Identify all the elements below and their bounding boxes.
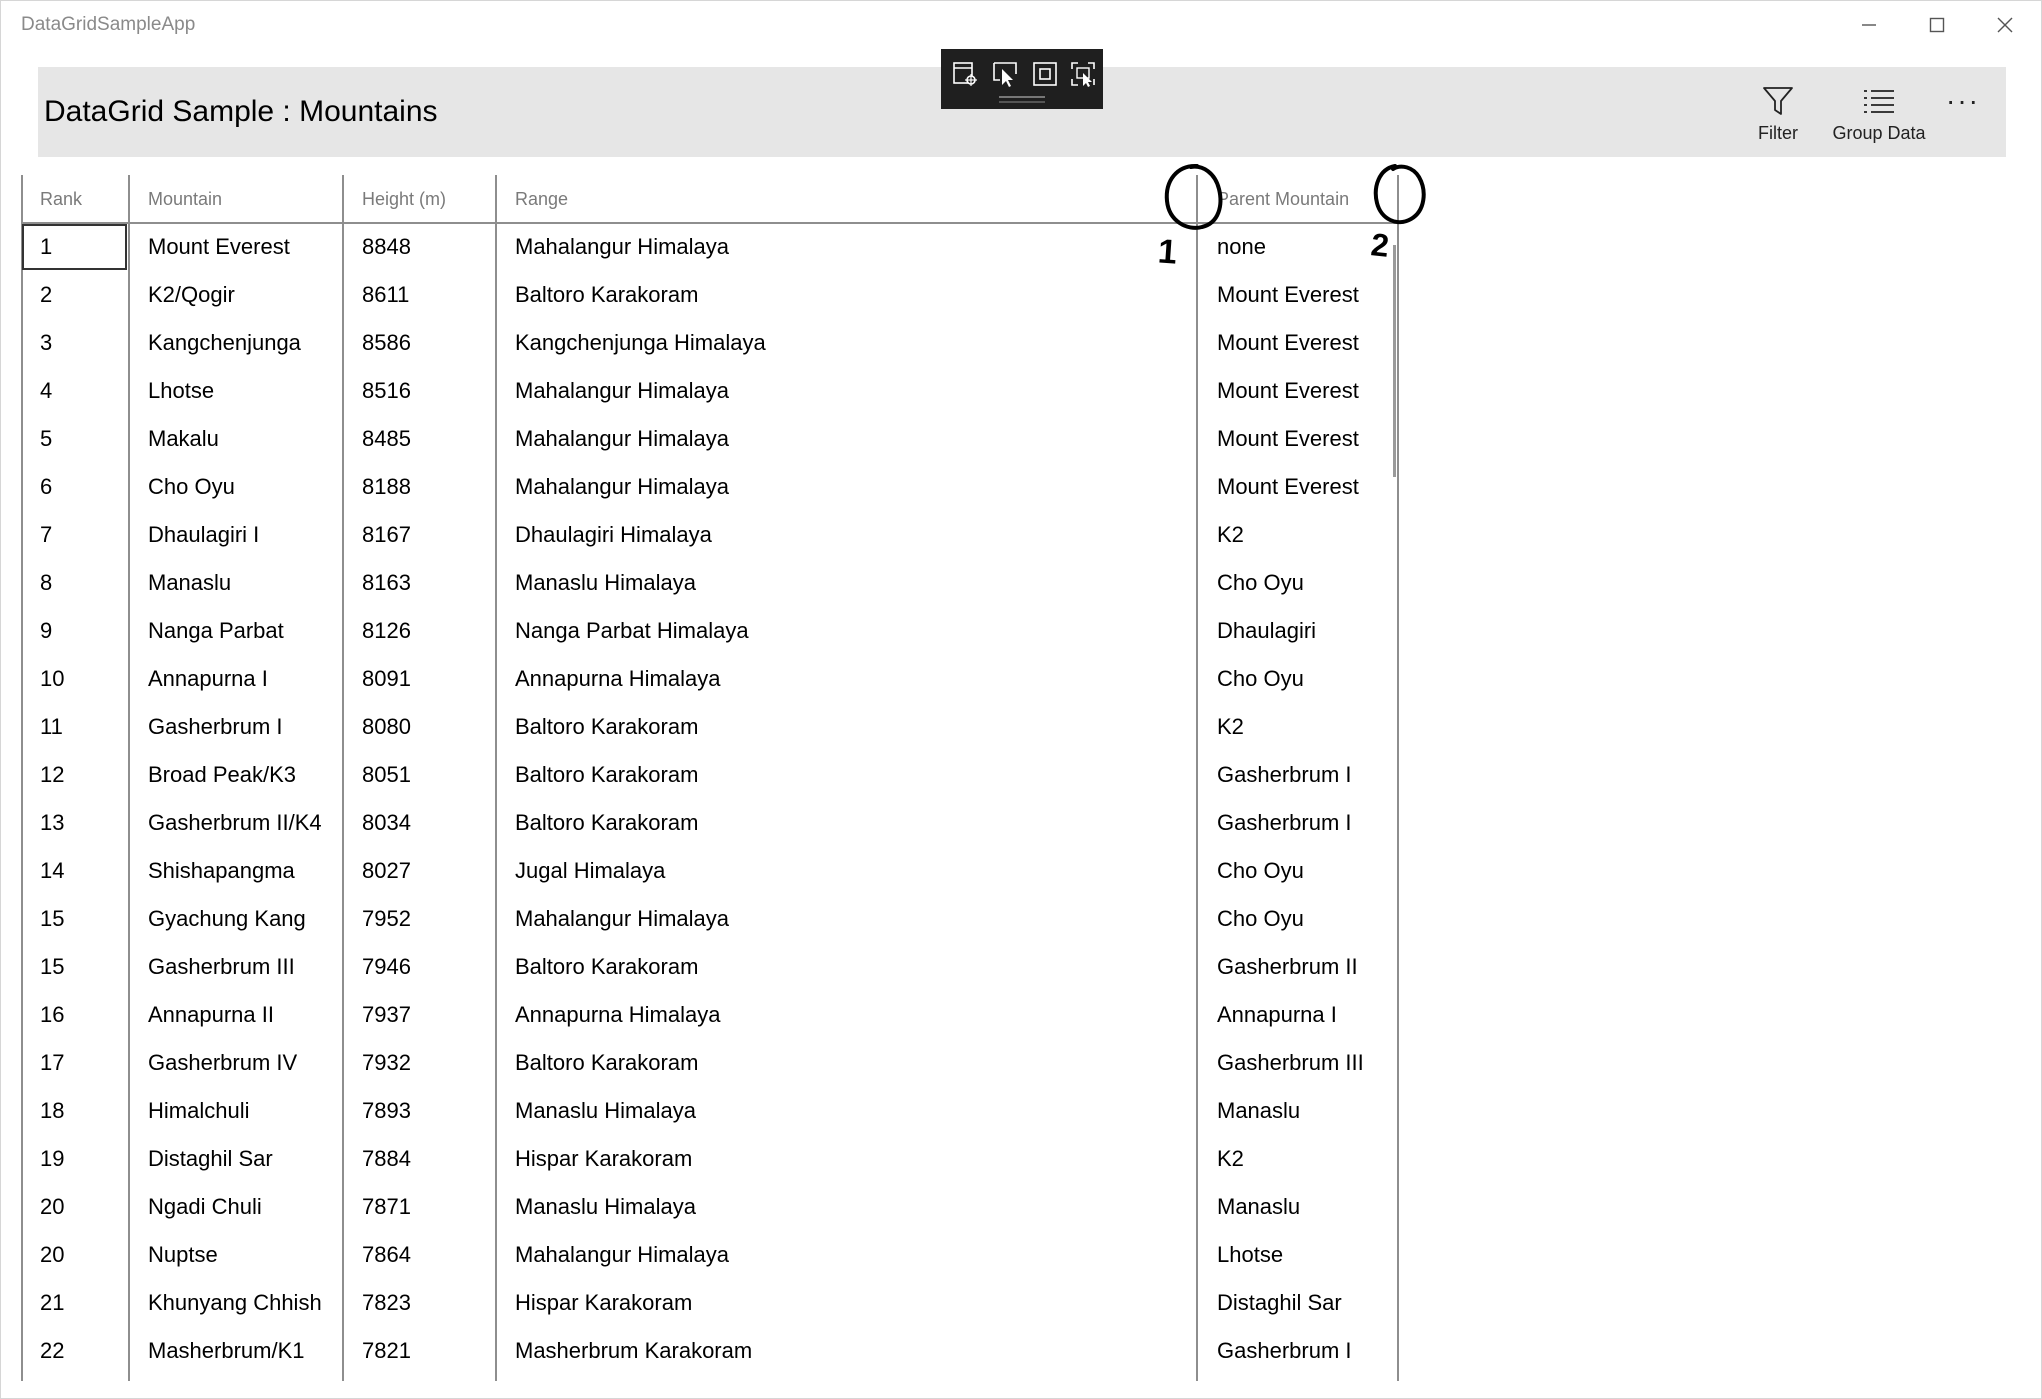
cell-range[interactable]: Hispar Karakoram xyxy=(515,1290,693,1315)
cell-parent-mountain[interactable]: Gasherbrum II xyxy=(1217,954,1358,979)
cell-range[interactable]: Baltoro Karakoram xyxy=(515,954,699,979)
cell-rank[interactable]: 14 xyxy=(40,858,65,883)
cell-height[interactable]: 8611 xyxy=(362,282,410,307)
cell-range[interactable]: Annapurna Himalaya xyxy=(515,666,721,691)
cell-range[interactable]: Manaslu Himalaya xyxy=(515,1194,696,1219)
track-focus-icon xyxy=(1069,60,1097,88)
cell-range[interactable]: Mahalangur Himalaya xyxy=(515,906,729,931)
cell-rank[interactable]: 22 xyxy=(40,1338,65,1363)
table-row[interactable] xyxy=(21,607,1399,655)
group-data-label: Group Data xyxy=(1832,123,1926,143)
cell-range[interactable]: Jugal Himalaya xyxy=(515,858,666,883)
cell-rank[interactable]: 15 xyxy=(40,906,65,931)
table-row[interactable] xyxy=(21,463,1399,511)
cell-parent-mountain[interactable]: Manaslu xyxy=(1217,1098,1301,1123)
cell-rank[interactable]: 11 xyxy=(40,714,63,739)
cell-parent-mountain[interactable]: Mount Everest xyxy=(1217,282,1359,307)
cell-rank[interactable]: 4 xyxy=(40,378,53,403)
cell-rank[interactable]: 13 xyxy=(40,810,65,835)
table-row[interactable] xyxy=(21,943,1399,991)
cell-range[interactable]: Mahalangur Himalaya xyxy=(515,378,729,403)
table-row[interactable] xyxy=(21,1279,1399,1327)
table-row[interactable] xyxy=(21,1231,1399,1279)
cell-mountain[interactable]: Nanga Parbat xyxy=(148,618,284,643)
list-icon xyxy=(1862,85,1896,117)
table-row[interactable] xyxy=(21,895,1399,943)
cell-parent-mountain[interactable]: K2 xyxy=(1217,714,1244,739)
column-header-height[interactable]: Height (m) xyxy=(362,189,447,209)
more-options-button[interactable]: ··· xyxy=(1946,85,1980,116)
table-row[interactable] xyxy=(21,1135,1399,1183)
cell-parent-mountain[interactable]: Distaghil Sar xyxy=(1217,1290,1342,1315)
live-visual-tree-button[interactable] xyxy=(948,59,982,89)
cell-parent-mountain[interactable]: none xyxy=(1217,234,1266,259)
data-grid[interactable] xyxy=(21,175,1399,1381)
cell-height[interactable]: 7864 xyxy=(362,1242,411,1267)
column-header-mountain[interactable]: Mountain xyxy=(148,189,223,209)
cell-range[interactable]: Dhaulagiri Himalaya xyxy=(515,522,712,547)
cell-parent-mountain[interactable]: Mount Everest xyxy=(1217,426,1359,451)
filter-button[interactable] xyxy=(1747,85,1809,149)
layout-adorner-icon xyxy=(1031,60,1059,88)
cell-range[interactable]: Manaslu Himalaya xyxy=(515,1098,696,1123)
cell-range[interactable]: Manaslu Himalaya xyxy=(515,570,696,595)
cell-mountain[interactable]: Mount Everest xyxy=(148,234,290,259)
cell-rank[interactable]: 1 xyxy=(21,223,128,271)
filter-label: Filter xyxy=(1758,123,1798,143)
cell-height[interactable]: 7937 xyxy=(362,1002,411,1027)
minimize-button[interactable] xyxy=(1839,1,1899,49)
cell-height[interactable]: 8091 xyxy=(362,666,411,691)
table-row[interactable] xyxy=(21,799,1399,847)
cell-height[interactable]: 7932 xyxy=(362,1050,411,1075)
table-row[interactable] xyxy=(21,1087,1399,1135)
cell-mountain[interactable]: Gasherbrum III xyxy=(148,954,295,979)
cell-mountain[interactable]: Dhaulagiri I xyxy=(148,522,260,547)
cell-mountain[interactable]: Ngadi Chuli xyxy=(148,1194,262,1219)
table-row[interactable] xyxy=(21,319,1399,367)
cell-height[interactable]: 8516 xyxy=(362,378,411,403)
page-title: DataGrid Sample : Mountains xyxy=(44,95,438,128)
cell-mountain[interactable]: Cho Oyu xyxy=(148,474,235,499)
cell-rank[interactable]: 16 xyxy=(40,1002,65,1027)
cell-rank[interactable]: 8 xyxy=(40,570,53,595)
maximize-button[interactable] xyxy=(1907,1,1967,49)
maximize-icon xyxy=(1927,15,1947,35)
table-row[interactable] xyxy=(21,655,1399,703)
cell-rank[interactable]: 21 xyxy=(40,1290,65,1315)
cell-parent-mountain[interactable]: Gasherbrum III xyxy=(1217,1050,1364,1075)
table-row[interactable] xyxy=(21,751,1399,799)
cell-rank[interactable]: 7 xyxy=(40,522,53,547)
cell-parent-mountain[interactable]: K2 xyxy=(1217,1146,1244,1171)
table-row[interactable] xyxy=(21,559,1399,607)
table-row[interactable] xyxy=(21,367,1399,415)
cell-mountain[interactable]: Kangchenjunga xyxy=(148,330,301,355)
cell-height[interactable]: 8126 xyxy=(362,618,411,643)
cell-mountain[interactable]: Annapurna II xyxy=(148,1002,274,1027)
select-element-button[interactable] xyxy=(988,59,1022,89)
cell-mountain[interactable]: Annapurna I xyxy=(148,666,268,691)
minimize-icon xyxy=(1859,15,1879,35)
cell-rank[interactable]: 10 xyxy=(40,666,65,691)
vertical-scrollbar[interactable] xyxy=(1393,245,1396,477)
table-row[interactable] xyxy=(21,223,1399,271)
column-header-parent-mountain[interactable]: Parent Mountain xyxy=(1217,189,1350,209)
cell-height[interactable]: 8163 xyxy=(362,570,411,595)
cell-parent-mountain[interactable]: Cho Oyu xyxy=(1217,666,1304,691)
cell-range[interactable]: Kangchenjunga Himalaya xyxy=(515,330,766,355)
cell-height[interactable]: 7952 xyxy=(362,906,411,931)
cell-parent-mountain[interactable]: Cho Oyu xyxy=(1217,906,1304,931)
cell-mountain[interactable]: K2/Qogir xyxy=(148,282,235,307)
cell-parent-mountain[interactable]: Gasherbrum I xyxy=(1217,762,1352,787)
cell-range[interactable]: Baltoro Karakoram xyxy=(515,762,699,787)
debug-toolbar xyxy=(941,49,1103,109)
cell-height[interactable]: 8188 xyxy=(362,474,411,499)
cell-parent-mountain[interactable]: K2 xyxy=(1217,522,1244,547)
cell-mountain[interactable]: Distaghil Sar xyxy=(148,1146,273,1171)
cell-parent-mountain[interactable]: Mount Everest xyxy=(1217,378,1359,403)
select-element-icon xyxy=(991,60,1019,88)
cell-range[interactable]: Mahalangur Himalaya xyxy=(515,474,729,499)
cell-mountain[interactable]: Gasherbrum I xyxy=(148,714,283,739)
cell-parent-mountain[interactable]: Manaslu xyxy=(1217,1194,1301,1219)
cell-parent-mountain[interactable]: Cho Oyu xyxy=(1217,858,1304,883)
display-layout-adorners-button[interactable] xyxy=(1028,59,1062,89)
grid-rows xyxy=(21,223,1399,1375)
cell-parent-mountain[interactable]: Lhotse xyxy=(1217,1242,1284,1267)
cell-range[interactable]: Mahalangur Himalaya xyxy=(515,426,729,451)
table-row[interactable] xyxy=(21,847,1399,895)
close-icon xyxy=(1995,15,2015,35)
cell-parent-mountain[interactable]: Gasherbrum I xyxy=(1217,1338,1352,1363)
cell-rank[interactable]: 2 xyxy=(40,282,53,307)
cell-height[interactable]: 8080 xyxy=(362,714,411,739)
cell-rank[interactable]: 20 xyxy=(40,1194,65,1219)
cell-rank[interactable]: 3 xyxy=(40,330,53,355)
cell-height[interactable]: 8848 xyxy=(362,234,411,259)
cell-rank[interactable]: 19 xyxy=(40,1146,65,1171)
window-title: DataGridSampleApp xyxy=(21,14,196,35)
cell-height[interactable]: 7821 xyxy=(362,1338,411,1363)
table-row[interactable] xyxy=(21,1183,1399,1231)
cell-height[interactable]: 8167 xyxy=(362,522,411,547)
cell-range[interactable]: Baltoro Karakoram xyxy=(515,282,699,307)
table-row[interactable] xyxy=(21,1327,1399,1375)
cell-height[interactable]: 8034 xyxy=(362,810,411,835)
cell-range[interactable]: Masherbrum Karakoram xyxy=(515,1338,753,1363)
cell-mountain[interactable]: Shishapangma xyxy=(148,858,295,883)
cell-mountain[interactable]: Manaslu xyxy=(148,570,232,595)
cell-parent-mountain[interactable]: Annapurna I xyxy=(1217,1002,1337,1027)
cell-mountain[interactable]: Gasherbrum IV xyxy=(148,1050,298,1075)
cell-height[interactable]: 7893 xyxy=(362,1098,411,1123)
table-row[interactable] xyxy=(21,703,1399,751)
cell-parent-mountain[interactable]: Mount Everest xyxy=(1217,330,1359,355)
cell-range[interactable]: Baltoro Karakoram xyxy=(515,1050,699,1075)
annotation-label-1: 1 xyxy=(1156,232,1179,272)
column-header-rank[interactable]: Rank xyxy=(40,189,83,209)
cell-parent-mountain[interactable]: Dhaulagiri xyxy=(1217,618,1317,643)
table-row[interactable] xyxy=(21,1039,1399,1087)
cell-height[interactable]: 8027 xyxy=(362,858,411,883)
cell-height[interactable]: 7946 xyxy=(362,954,411,979)
filter-icon xyxy=(1761,85,1795,117)
cell-mountain[interactable]: Gyachung Kang xyxy=(148,906,306,931)
title-bar xyxy=(1,1,2041,49)
annotation-label-2: 2 xyxy=(1369,226,1391,264)
cell-mountain[interactable]: Makalu xyxy=(148,426,219,451)
cell-mountain[interactable]: Khunyang Chhish xyxy=(148,1290,322,1315)
cell-height[interactable]: 8051 xyxy=(362,762,411,787)
cell-range[interactable]: Mahalangur Himalaya xyxy=(515,1242,729,1267)
cell-mountain[interactable]: Nuptse xyxy=(148,1242,218,1267)
cell-mountain[interactable]: Broad Peak/K3 xyxy=(148,762,296,787)
cell-mountain[interactable]: Masherbrum/K1 xyxy=(148,1338,305,1363)
cell-range[interactable]: Hispar Karakoram xyxy=(515,1146,693,1171)
visual-tree-icon xyxy=(951,60,979,88)
cell-parent-mountain[interactable]: Gasherbrum I xyxy=(1217,810,1352,835)
column-header-range[interactable]: Range xyxy=(515,189,569,209)
table-row[interactable] xyxy=(21,271,1399,319)
cell-range[interactable]: Nanga Parbat Himalaya xyxy=(515,618,749,643)
cell-rank[interactable]: 6 xyxy=(40,474,53,499)
cell-rank[interactable]: 17 xyxy=(40,1050,65,1075)
cell-range[interactable]: Baltoro Karakoram xyxy=(515,810,699,835)
cell-range[interactable]: Baltoro Karakoram xyxy=(515,714,699,739)
toolbar-drag-handle[interactable] xyxy=(999,96,1045,98)
table-row[interactable] xyxy=(21,511,1399,559)
close-button[interactable] xyxy=(1975,1,2035,49)
cell-height[interactable]: 8586 xyxy=(362,330,411,355)
cell-rank[interactable]: 9 xyxy=(40,618,53,643)
cell-mountain[interactable]: Himalchuli xyxy=(148,1098,250,1123)
cell-height[interactable]: 7823 xyxy=(362,1290,411,1315)
cell-rank[interactable]: 5 xyxy=(40,426,53,451)
cell-rank[interactable]: 12 xyxy=(40,762,65,787)
cell-height[interactable]: 8485 xyxy=(362,426,411,451)
cell-height[interactable]: 7871 xyxy=(362,1194,411,1219)
cell-parent-mountain[interactable]: Cho Oyu xyxy=(1217,570,1304,595)
cell-parent-mountain[interactable]: Mount Everest xyxy=(1217,474,1359,499)
track-focused-element-button[interactable] xyxy=(1066,59,1100,89)
cell-mountain[interactable]: Gasherbrum II/K4 xyxy=(148,810,322,835)
table-row[interactable] xyxy=(21,991,1399,1039)
cell-range[interactable]: Mahalangur Himalaya xyxy=(515,234,729,259)
cell-mountain[interactable]: Lhotse xyxy=(148,378,215,403)
cell-rank[interactable]: 20 xyxy=(40,1242,65,1267)
cell-rank[interactable]: 15 xyxy=(40,954,65,979)
cell-height[interactable]: 7884 xyxy=(362,1146,411,1171)
group-data-button[interactable] xyxy=(1830,85,1928,149)
cell-rank[interactable]: 18 xyxy=(40,1098,65,1123)
table-row[interactable] xyxy=(21,415,1399,463)
cell-range[interactable]: Annapurna Himalaya xyxy=(515,1002,721,1027)
